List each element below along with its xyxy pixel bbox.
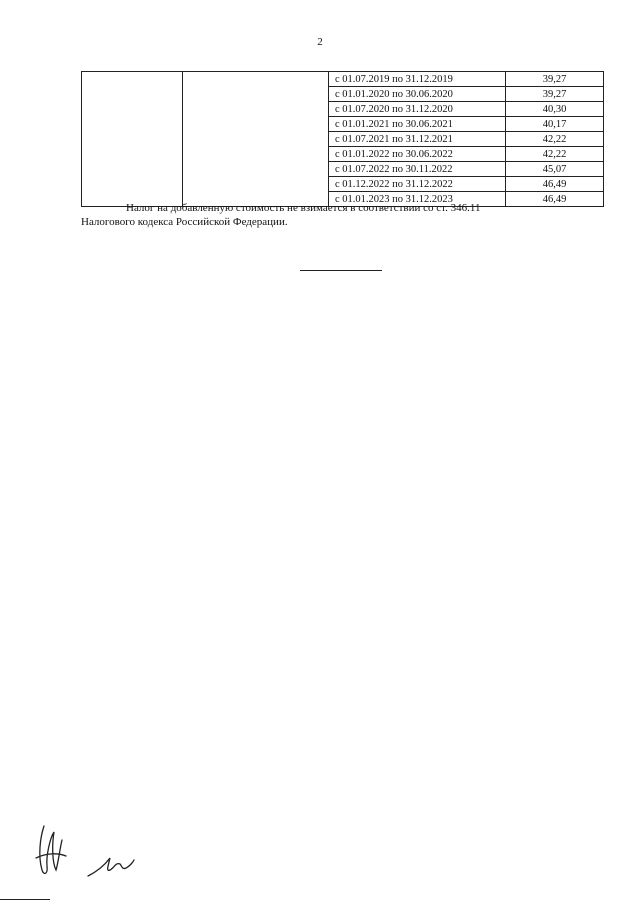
handwritten-signature-icon: [30, 818, 140, 888]
tariff-value-cell: 40,17: [506, 117, 604, 132]
tariff-value-cell: 45,07: [506, 162, 604, 177]
period-cell: с 01.07.2020 по 31.12.2020: [329, 102, 506, 117]
period-cell: с 01.07.2021 по 31.12.2021: [329, 132, 506, 147]
tariff-value-cell: 42,22: [506, 132, 604, 147]
period-cell: с 01.12.2022 по 31.12.2022: [329, 177, 506, 192]
table-row: [82, 72, 604, 87]
tariff-table-body: [82, 72, 604, 207]
period-cell: с 01.07.2022 по 30.11.2022: [329, 162, 506, 177]
footer-line: [0, 899, 50, 900]
tariff-value-cell: 46,49: [506, 192, 604, 207]
tariff-value-cell: 39,27: [506, 87, 604, 102]
period-cell: с 01.01.2021 по 30.06.2021: [329, 117, 506, 132]
tariff-table: [81, 71, 604, 207]
separator-line: [300, 270, 382, 271]
period-cell: с 01.07.2019 по 31.12.2019: [329, 72, 506, 87]
period-cell: с 01.01.2022 по 30.06.2022: [329, 147, 506, 162]
empty-cell: [183, 72, 329, 207]
vat-note-line1: Налог на добавленную стоимость не взимается в соответствии со ст. 346.11: [126, 202, 481, 214]
period-cell: с 01.01.2023 по 31.12.2023: [329, 192, 506, 207]
vat-note: [81, 201, 593, 229]
page-number: 2: [317, 36, 323, 48]
tariff-value-cell: 46,49: [506, 177, 604, 192]
vat-note-line2: Налогового кодекса Российской Федерации.: [81, 216, 288, 228]
period-cell: с 01.01.2020 по 30.06.2020: [329, 87, 506, 102]
tariff-value-cell: 42,22: [506, 147, 604, 162]
tariff-value-cell: 39,27: [506, 72, 604, 87]
tariff-value-cell: 40,30: [506, 102, 604, 117]
empty-cell: [82, 72, 183, 207]
